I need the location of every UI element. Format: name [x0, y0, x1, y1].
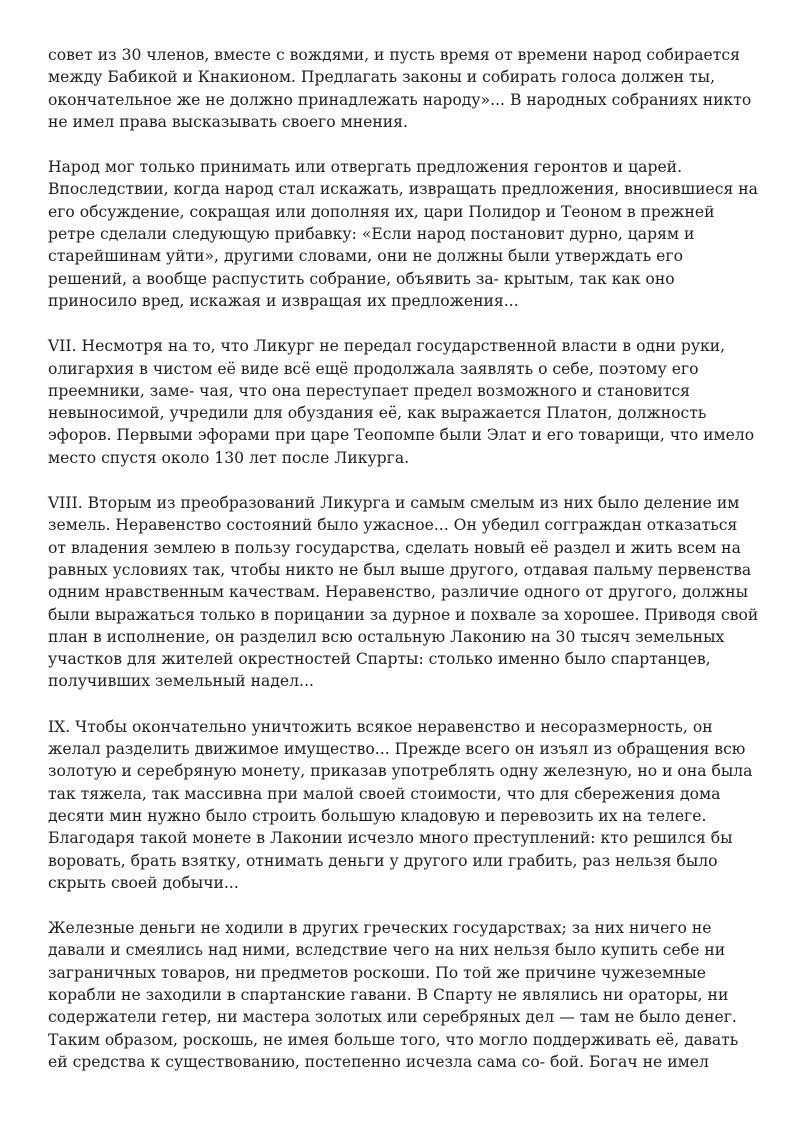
- paragraph-section-ix: IX. Чтобы окончательно уничтожить всякое неравенство и несоразмерность, он желал разделить движимое имущество... Прежде всего он изъял из обращения всю золотую и серебряную монету, приказав употреблять одну железную, но и она была так тяжела, так массивна при малой своей стоимости, что для сбережения дома десяти мин нужно было строить большую кладовую и перевозить их на телеге. Благодаря такой монете в Лаконии исчезло много преступлений: кто решился бы воровать, брать взятку, отнимать деньги у другого или грабить, раз нельзя было скрыть своей добычи...: [48, 717, 753, 892]
- paragraph-council: совет из 30 членов, вместе с вождями, и пусть время от времени народ собирается между Бабикой и Кнакионом. Предлагать законы и собирать голоса должен ты, окончательное же не должно принадлежать народу»... В народных собраниях никто не имел права высказывать своего мнения.: [48, 46, 752, 131]
- paragraph-people-assembly: Народ мог только принимать или отвергать предложения геронтов и царей. Впоследствии, когда народ стал искажать, извращать предложения, вносившиеся на его обсуждение, сокращая или дополняя их, цари Полидор и Теоном в прежней ретре сделали следующую прибавку: «Если народ постановит дурно, царям и старейшинам уйти», другими словами, они не должны были утверждать его решений, а вообще распустить собрание, объявить за- крытым, так как оно приносило вред, искажая и извращая их предложения...: [48, 158, 758, 310]
- document-page: [48, 44, 760, 1096]
- paragraph-section-vii: VII. Несмотря на то, что Ликург не передал государственной власти в одни руки, олигархия в чистом её виде всё ещё продолжала заявлять о себе, поэтому его преемники, заме- чая, что она переступает предел возможного и становится невыносимой, учредили для обуздания её, как выражается Платон, должность эфоров. Первыми эфорами при царе Теопомпе были Элат и его товарищи, что имело место спустя около 130 лет после Ликурга.: [48, 337, 755, 467]
- paragraph-iron-money: Железные деньги не ходили в других греческих государствах; за них ничего не давали и смеялись над ними, вследствие чего на них нельзя было купить себе ни заграничных товаров, ни предметов роскоши. По той же причине чужеземные корабли не заходили в спартанские гавани. В Спарту не являлись ни ораторы, ни содержатели гетер, ни мастера золотых или серебряных дел — там не было денег. Таким образом, роскошь, не имея больше того, что могло поддерживать её, давать ей средства к существованию, постепенно исчезла сама со- бой. Богач не имел: [48, 919, 739, 1071]
- paragraph-section-viii: VIII. Вторым из преобразований Ликурга и самым смелым из них было деление им земель. Неравенство состояний было ужасное... Он убедил согграждан отказаться от владения землею в пользу государства, сделать новый её раздел и жить всем на равных условиях так, чтобы никто не был выше другого, отдавая пальму первенства одним нравственным качествам. Неравенство, различие одного от другого, должны были выражаться только в порицании за дурное и похвале за хорошее. Приводя свой план в исполнение, он разделил всю остальную Лаконию на 30 тысяч земельных участков для жителей окрестностей Спарты: столько именно было спартанцев, получивших земельный надел...: [48, 494, 759, 691]
